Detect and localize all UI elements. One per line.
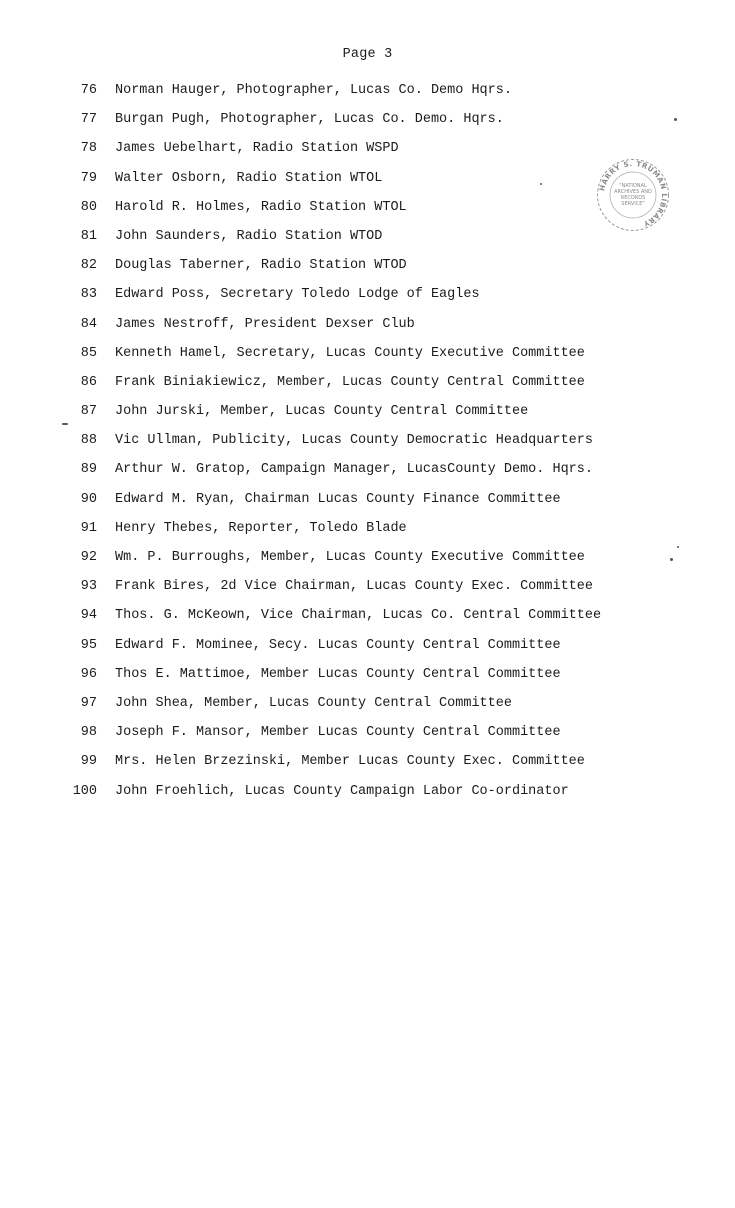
entry-text: Kenneth Hamel, Secretary, Lucas County Executive Committee — [115, 345, 585, 361]
list-item — [0, 572, 735, 601]
entry-text: Harold R. Holmes, Radio Station WTOL — [115, 199, 407, 215]
entry-text: Wm. P. Burroughs, Member, Lucas County Executive Committee — [115, 550, 585, 565]
entry-number: 77 — [80, 112, 97, 128]
list-item — [0, 631, 735, 660]
entry-number: 91 — [80, 520, 97, 536]
list-item — [0, 368, 735, 397]
entry-number: 96 — [80, 666, 97, 682]
stamp-line: "NATIONAL — [619, 183, 647, 189]
entry-text: Joseph F. Mansor, Member Lucas County Central Committee — [115, 725, 561, 741]
list-item — [0, 718, 735, 747]
entry-text: Frank Biniakiewicz, Member, Lucas County Central Committee — [115, 374, 585, 390]
list-item — [0, 485, 735, 514]
entry-text: John Saunders, Radio Station WTOD — [115, 228, 383, 244]
list-item — [0, 397, 735, 426]
speck-mark — [674, 118, 677, 121]
stamp-ring-text: HARRY S. TRUMAN LIBRARY — [598, 159, 669, 228]
entry-text: Mrs. Helen Brzezinski, Member Lucas County Exec. Committee — [115, 754, 585, 770]
entry-number: 100 — [72, 783, 97, 799]
list-item — [0, 601, 735, 630]
entry-number: 94 — [80, 608, 97, 624]
entry-text: Walter Osborn, Radio Station WTOL — [115, 170, 383, 186]
entry-number: 90 — [80, 491, 97, 507]
entry-text: Frank Bires, 2d Vice Chairman, Lucas County Exec. Committee — [115, 579, 593, 595]
entry-number: 86 — [80, 374, 97, 390]
entry-text: Thos E. Mattimoe, Member Lucas County Central Committee — [115, 666, 561, 682]
entry-number: 80 — [80, 199, 97, 215]
list-item — [0, 689, 735, 718]
entry-text: Henry Thebes, Reporter, Toledo Blade — [115, 520, 407, 536]
entry-number: 81 — [80, 228, 97, 244]
entry-number: 88 — [80, 433, 97, 449]
library-stamp — [596, 158, 670, 232]
list-item — [0, 514, 735, 543]
entry-number: 85 — [80, 345, 97, 361]
stamp-line: RECORDS — [620, 195, 646, 201]
entry-text: Douglas Taberner, Radio Station WTOD — [115, 258, 407, 274]
entry-number: 78 — [80, 141, 97, 157]
speck-mark — [677, 546, 679, 548]
entry-text: Thos. G. McKeown, Vice Chairman, Lucas Co. Central Committee — [115, 608, 602, 624]
speck-mark — [540, 183, 542, 185]
speck-mark — [670, 558, 673, 561]
list-item — [0, 660, 735, 689]
entry-number: 79 — [80, 170, 97, 186]
entry-text: Edward M. Ryan, Chairman Lucas County Finance Committee — [115, 491, 561, 507]
entry-text: John Jurski, Member, Lucas County Central Committee — [115, 404, 529, 420]
list-item — [0, 455, 735, 484]
list-item — [0, 543, 735, 572]
entry-text: Arthur W. Gratop, Campaign Manager, LucasCounty Demo. Hqrs. — [115, 462, 593, 478]
entry-text: Edward Poss, Secretary Toledo Lodge of Eagles — [115, 287, 480, 303]
speck-mark — [62, 423, 68, 425]
entry-number: 83 — [80, 287, 97, 303]
list-item — [0, 280, 735, 309]
entry-number: 89 — [80, 462, 97, 478]
entry-number: 95 — [80, 637, 97, 653]
stamp-line: ARCHIVES AND — [614, 189, 652, 195]
entry-text: Norman Hauger, Photographer, Lucas Co. Demo Hqrs. — [115, 83, 512, 98]
entry-text: Burgan Pugh, Photographer, Lucas Co. Demo. Hqrs. — [115, 112, 504, 128]
entry-text: John Shea, Member, Lucas County Central Committee — [115, 695, 512, 711]
entry-number: 99 — [80, 754, 97, 770]
entry-number: 87 — [80, 404, 97, 420]
entry-number: 97 — [80, 695, 97, 711]
entry-text: John Froehlich, Lucas County Campaign Labor Co-ordinator — [115, 783, 569, 799]
entry-number: 84 — [80, 316, 97, 332]
entry-text: Edward F. Mominee, Secy. Lucas County Central Committee — [115, 637, 561, 653]
entry-text: James Uebelhart, Radio Station WSPD — [115, 141, 399, 157]
entry-number: 93 — [80, 579, 97, 595]
list-item — [0, 339, 735, 368]
page-header: Page 3 — [342, 47, 393, 62]
list-item — [0, 251, 735, 280]
list-item — [0, 310, 735, 339]
list-item — [0, 76, 735, 105]
list-item — [0, 777, 735, 806]
entry-number: 98 — [80, 725, 97, 741]
entry-text: Vic Ullman, Publicity, Lucas County Democratic Headquarters — [115, 433, 593, 449]
list-item — [0, 426, 735, 455]
entry-text: James Nestroff, President Dexser Club — [115, 316, 415, 332]
list-item — [0, 105, 735, 134]
stamp-line: SERVICE" — [621, 201, 645, 207]
entry-number: 92 — [80, 550, 97, 565]
entry-number: 76 — [80, 83, 97, 98]
entry-number: 82 — [80, 258, 97, 274]
list-item — [0, 747, 735, 776]
